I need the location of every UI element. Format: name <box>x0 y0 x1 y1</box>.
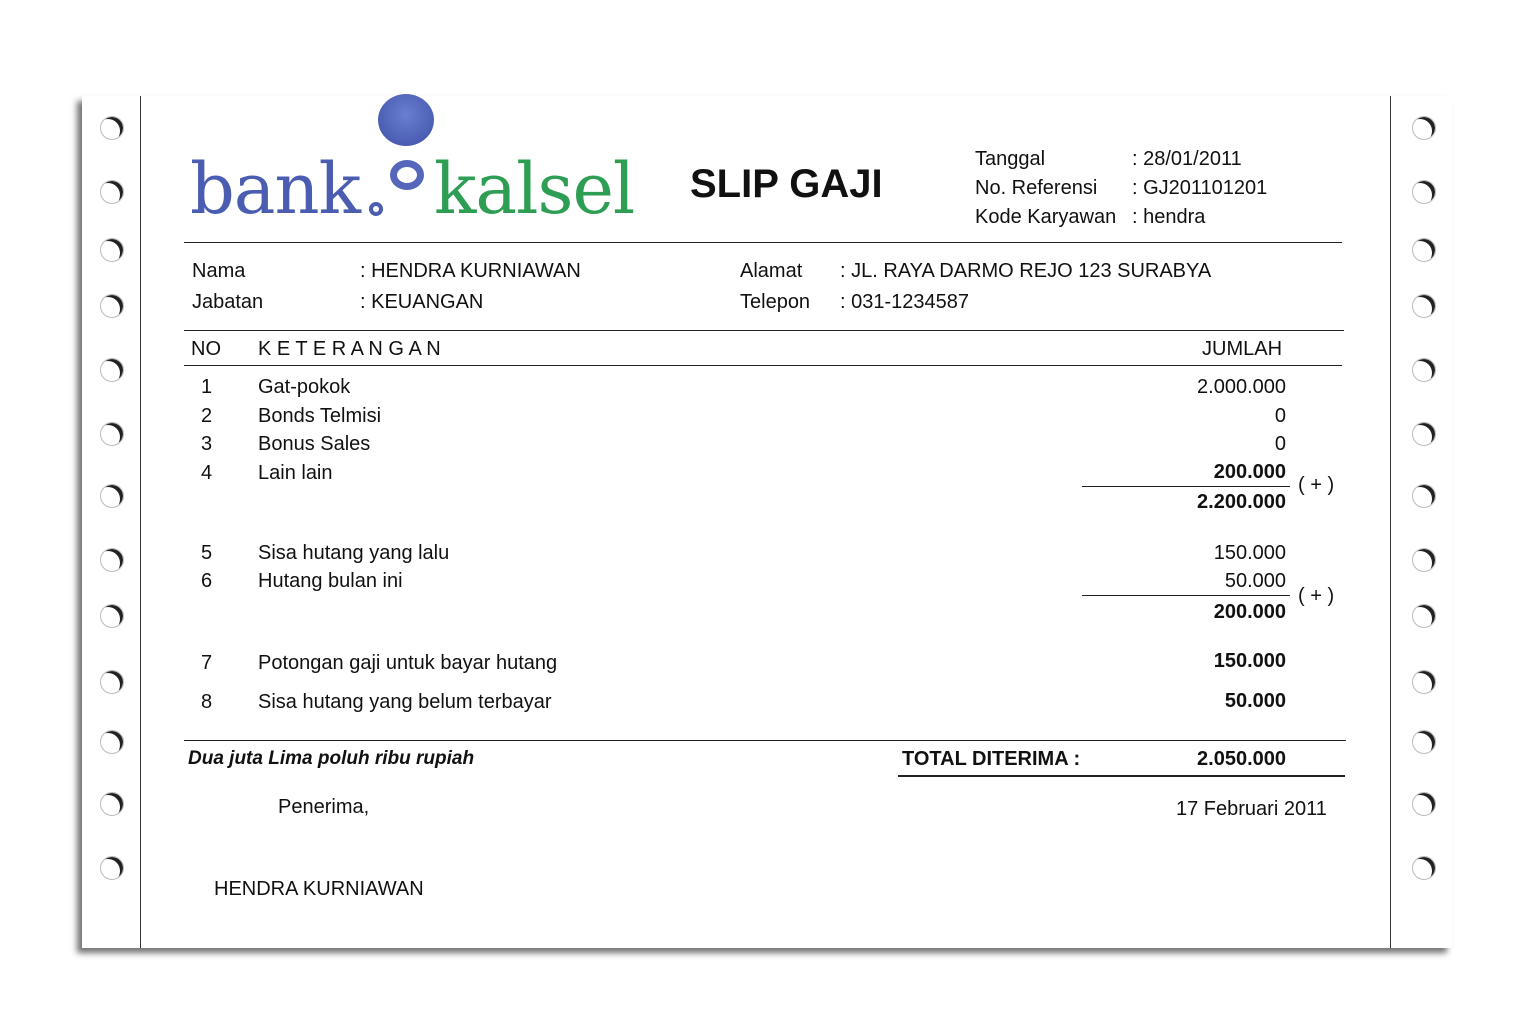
tractor-hole <box>100 294 124 318</box>
tractor-hole <box>1412 730 1436 754</box>
column-header-no: NO <box>191 338 221 360</box>
tractor-hole <box>1412 604 1436 628</box>
name-label: Nama <box>192 260 246 282</box>
meta-employee-code-label: Kode Karyawan <box>975 206 1117 228</box>
logo-word-bank: bank <box>190 148 361 230</box>
meta-employee-code-value: : hendra <box>1132 206 1206 228</box>
tractor-hole <box>100 730 124 754</box>
tractor-hole <box>1412 792 1436 816</box>
left-tractor-line <box>140 96 141 948</box>
row-description: Potongan gaji untuk bayar hutang <box>258 652 558 674</box>
tractor-hole <box>100 238 124 262</box>
logo-word-kalsel: kalsel <box>434 148 635 230</box>
meta-reference-label: No. Referensi <box>975 177 1098 199</box>
tractor-hole <box>1412 422 1436 446</box>
footer-divider <box>184 740 1346 741</box>
row-number: 7 <box>201 652 213 674</box>
tractor-hole <box>1412 116 1436 140</box>
subtotal-debt: 200.000 <box>1213 601 1286 623</box>
row-description: Sisa hutang yang lalu <box>258 542 450 564</box>
row-number: 8 <box>201 691 213 713</box>
row-amount: 50.000 <box>1224 690 1286 712</box>
row-amount: 0 <box>1274 405 1286 427</box>
tractor-hole <box>100 116 124 140</box>
tractor-hole <box>100 604 124 628</box>
tractor-hole <box>1412 238 1436 262</box>
right-tractor-line <box>1390 96 1391 948</box>
row-amount: 200.000 <box>1213 461 1286 483</box>
plus-sign-2: ( + ) <box>1298 585 1335 607</box>
tractor-hole <box>100 548 124 572</box>
tractor-hole <box>1412 358 1436 382</box>
meta-date-value: : 28/01/2011 <box>1132 148 1242 170</box>
total-underline <box>898 775 1345 777</box>
row-description: Lain lain <box>258 462 333 484</box>
logo-small-ball <box>369 202 383 216</box>
receiver-label: Penerima, <box>278 796 370 818</box>
row-description: Sisa hutang yang belum terbayar <box>258 691 552 713</box>
meta-date-label: Tanggal <box>975 148 1046 170</box>
row-number: 4 <box>201 462 213 484</box>
row-amount: 150.000 <box>1213 650 1286 672</box>
logo-medium-ball <box>390 160 424 190</box>
plus-sign-1: ( + ) <box>1298 474 1335 496</box>
tractor-hole <box>1412 294 1436 318</box>
sum-line-1 <box>1082 486 1290 487</box>
row-amount: 2.000.000 <box>1197 376 1286 398</box>
row-number: 5 <box>201 542 213 564</box>
row-number: 2 <box>201 405 213 427</box>
receiver-name: HENDRA KURNIAWAN <box>214 878 424 900</box>
tractor-hole <box>1412 180 1436 204</box>
phone-value: : 031-1234587 <box>840 291 970 313</box>
amount-in-words: Dua juta Lima poluh ribu rupiah <box>188 748 475 769</box>
column-header-description: K E T E R A N G A N <box>258 338 441 360</box>
tractor-hole <box>1412 856 1436 880</box>
meta-reference-value: : GJ201101201 <box>1132 177 1268 199</box>
position-value: : KEUANGAN <box>360 291 484 313</box>
subtotal-income: 2.200.000 <box>1197 491 1286 513</box>
position-label: Jabatan <box>192 291 264 313</box>
info-divider <box>184 330 1344 331</box>
tractor-hole <box>100 422 124 446</box>
sum-line-2 <box>1082 595 1290 596</box>
tractor-hole <box>1412 548 1436 572</box>
column-header-amount: JUMLAH <box>1202 338 1283 360</box>
row-amount: 150.000 <box>1213 542 1286 564</box>
row-number: 1 <box>201 376 213 398</box>
address-label: Alamat <box>740 260 803 282</box>
table-header-divider <box>184 365 1342 366</box>
header-divider <box>184 242 1342 243</box>
total-received-value: 2.050.000 <box>1197 748 1286 770</box>
tractor-hole <box>100 670 124 694</box>
total-received-label: TOTAL DITERIMA : <box>902 748 1081 770</box>
row-description: Bonds Telmisi <box>258 405 382 427</box>
logo-large-ball <box>378 94 434 146</box>
row-description: Hutang bulan ini <box>258 570 403 592</box>
tractor-hole <box>1412 484 1436 508</box>
row-number: 6 <box>201 570 213 592</box>
row-description: Gat-pokok <box>258 376 351 398</box>
document-title: SLIP GAJI <box>690 162 883 206</box>
row-description: Bonus Sales <box>258 433 371 455</box>
tractor-hole <box>100 856 124 880</box>
tractor-hole <box>100 180 124 204</box>
tractor-hole <box>100 358 124 382</box>
name-value: : HENDRA KURNIAWAN <box>360 260 581 282</box>
tractor-hole <box>1412 670 1436 694</box>
row-number: 3 <box>201 433 213 455</box>
address-value: : JL. RAYA DARMO REJO 123 SURABYA <box>840 260 1212 282</box>
row-amount: 50.000 <box>1224 570 1286 592</box>
tractor-hole <box>100 792 124 816</box>
tractor-hole <box>100 484 124 508</box>
phone-label: Telepon <box>740 291 811 313</box>
signing-date: 17 Februari 2011 <box>1176 798 1327 820</box>
row-amount: 0 <box>1274 433 1286 455</box>
